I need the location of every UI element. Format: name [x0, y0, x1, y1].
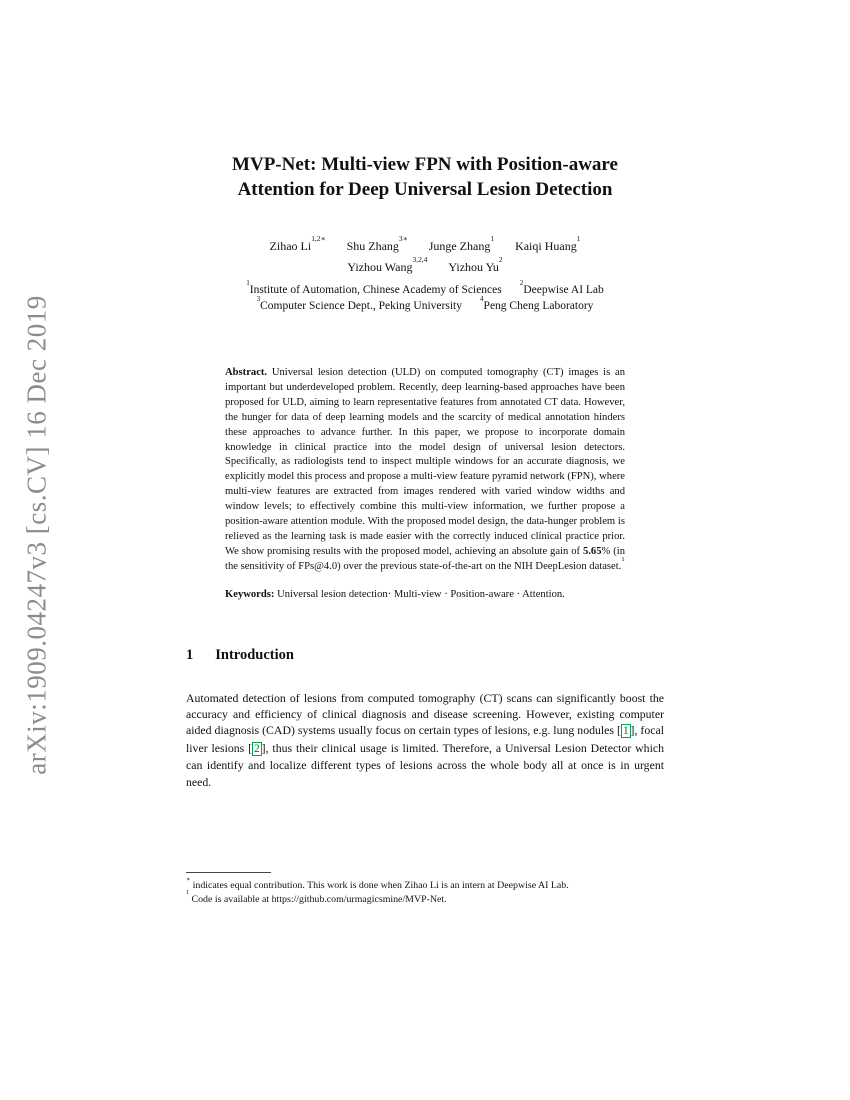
affiliation-row-2 — [186, 294, 664, 314]
author-name: Kaiqi Huang — [515, 239, 577, 253]
title-line-2: Attention for Deep Universal Lesion Detection — [237, 179, 613, 200]
author-superscript: 3∗ — [398, 234, 408, 244]
footnote-block — [186, 872, 664, 906]
author-name: Yizhou Yu — [448, 260, 499, 274]
author-superscript: 2 — [498, 255, 503, 265]
footnote-ref-1: 1 — [621, 555, 625, 563]
author-kaiqi-huang — [515, 234, 581, 253]
footnote-rule — [186, 872, 271, 873]
keywords-text: Universal lesion detection· Multi-view · Position-aware · Attention. — [274, 588, 565, 600]
affiliation-text: Institute of Automation, Chinese Academy of Sciences — [249, 284, 502, 296]
paper-content — [186, 0, 664, 790]
author-junge-zhang — [428, 234, 495, 253]
footnote-code-link[interactable]: https://github.com/urmagicsmine/MVP-Net — [271, 893, 445, 905]
footnote-text: Code is available at — [189, 893, 272, 905]
author-zihao-li — [269, 234, 326, 253]
footnote-marker-1: 1 — [186, 890, 190, 897]
footnote-text-suffix: . — [444, 893, 447, 905]
author-yizhou-yu — [448, 255, 503, 274]
affiliation-superscript: 1 — [246, 278, 250, 287]
section-heading-introduction — [186, 647, 664, 664]
affiliation-superscript: 3 — [256, 294, 261, 303]
abstract-label: Abstract. — [225, 367, 268, 378]
author-superscript: 1,2∗ — [311, 234, 326, 244]
abstract-text-2: % (in the sensitivity of FPs@4.0) over the previous state-of-the-art on the NIH DeepLesion dataset. — [225, 545, 626, 572]
author-superscript: 1 — [576, 234, 581, 244]
affiliation-text: Computer Science Dept., Peking University — [260, 300, 462, 312]
author-yizhou-wang — [347, 255, 428, 274]
intro-text-3: ], thus their clinical usage is limited. Therefore, a Universal Lesion Detector which can identify and localize different types of lesions across the whole body all at once is in urgent need. — [186, 740, 664, 789]
affiliation-4 — [479, 294, 594, 312]
footnote-text: indicates equal contribution. This work is done when Zihao Li is an intern at Deepwise AI Lab. — [190, 880, 569, 891]
author-list — [186, 236, 664, 278]
section-number: 1 — [186, 646, 194, 663]
footnote-code — [186, 890, 664, 907]
footnote-marker-star: ∗ — [186, 876, 191, 883]
citation-link-1[interactable]: 1 — [622, 725, 629, 738]
abstract-text-1: Universal lesion detection (ULD) on computed tomography (CT) images is an important but underdeveloped problem. Recently, deep learning-based approaches have been proposed for ULD, aiming to learn representative features from annotated CT data. However, the hunger for data of deep learning models and the scarcity of medical annotation hinders these approaches to advance further. In this paper, we propose to incorporate domain knowledge in clinical practice into the model design of universal lesion detectors. Specifically, as radiologists tend to inspect multiple windows for an accurate diagnosis, we explicitly model this process and propose a multi-view feature pyramid network (FPN), where multi-view features are extracted from images rendered with varied window widths and window levels; to effectively combine this multi-view information, we further propose a position-aware attention module. With the proposed model design, the data-hunger problem is relieved as the learning task is made easier with the correctly induced clinical practice prior. We show promising results with the proposed model, achieving an absolute gain of — [225, 367, 625, 557]
paper-title — [186, 152, 664, 202]
affiliation-text: Deepwise AI Lab — [523, 284, 604, 296]
intro-text-1: Automated detection of lesions from computed tomography (CT) scans can significantly boost the accuracy and efficiency of clinical diagnosis and disease screening. However, existing computer aided diagnosis (CAD) systems usually focus on certain types of lesions, e.g. lung nodules [ — [186, 690, 664, 738]
author-row-2 — [186, 257, 664, 278]
footnote-equal-contribution — [186, 876, 664, 893]
section-title: Introduction — [215, 646, 294, 663]
author-name: Yizhou Wang — [347, 260, 413, 274]
affiliation-superscript: 2 — [519, 278, 524, 287]
author-row-1 — [186, 236, 664, 257]
abstract — [225, 366, 625, 603]
affiliation-text: Peng Cheng Laboratory — [483, 300, 594, 312]
author-name: Shu Zhang — [346, 239, 399, 253]
keywords-label: Keywords: — [225, 588, 275, 600]
title-line-1: MVP-Net: Multi-view FPN with Position-aware — [232, 154, 618, 175]
author-name: Zihao Li — [269, 239, 312, 253]
affiliation-2 — [519, 278, 604, 296]
intro-paragraph — [186, 690, 664, 790]
author-shu-zhang — [346, 234, 408, 253]
abstract-bold-value: 5.65 — [582, 545, 602, 557]
citation-link-2[interactable]: 2 — [254, 742, 260, 755]
affiliation-superscript: 4 — [479, 294, 484, 303]
affiliation-3 — [256, 294, 462, 312]
affiliation-1 — [246, 278, 502, 296]
author-name: Junge Zhang — [428, 239, 491, 253]
author-superscript: 3,2,4 — [412, 255, 428, 265]
affiliation-list — [186, 278, 664, 314]
keywords — [225, 588, 625, 603]
intro-text-2: ], focal liver lesions [ — [186, 723, 665, 755]
arxiv-watermark: arXiv:1909.04247v3 [cs.CV] 16 Dec 2019 — [21, 295, 52, 775]
author-superscript: 1 — [490, 234, 495, 244]
